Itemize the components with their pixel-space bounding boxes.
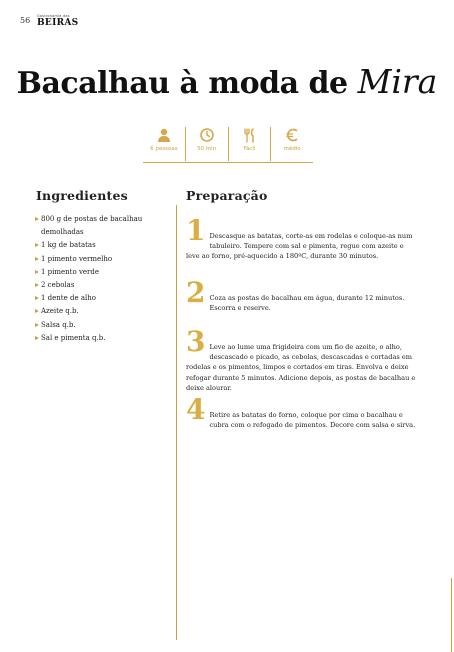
preparation-step bbox=[186, 393, 418, 430]
meta-time-label: 50 min bbox=[197, 146, 217, 152]
meta-time bbox=[186, 127, 229, 161]
meta-servings bbox=[143, 127, 186, 161]
person-icon bbox=[156, 127, 172, 143]
recipe-title-script: Mira bbox=[357, 62, 438, 101]
ingredient-item: Sal e pimenta q.b. bbox=[35, 332, 173, 345]
step-text: Coza as postas de bacalhau em água, durante 12 minutos. Escorra e reserve. bbox=[209, 294, 405, 313]
meta-cost bbox=[271, 127, 313, 161]
preparation-heading: Preparação bbox=[186, 188, 268, 203]
step-number: 1 bbox=[186, 214, 206, 247]
clock-icon bbox=[199, 127, 215, 143]
column-divider bbox=[176, 205, 177, 640]
ingredient-item: Azeite q.b. bbox=[35, 305, 173, 318]
ingredient-item: 1 kg de batatas bbox=[35, 239, 173, 252]
meta-servings-label: 6 pessoas bbox=[150, 146, 178, 152]
cutlery-icon bbox=[241, 127, 257, 143]
ingredient-item: Salsa q.b. bbox=[35, 319, 173, 332]
page-edge-rule bbox=[451, 578, 452, 652]
magazine-logo bbox=[37, 15, 78, 28]
preparation-step bbox=[186, 276, 418, 313]
preparation-step bbox=[186, 325, 418, 393]
step-text: Retire as batatas do forno, coloque por cima o bacalhau e cubra com o refogado de pimentos. Decore com salsa e sirva. bbox=[209, 411, 416, 430]
recipe-meta bbox=[143, 127, 313, 161]
ingredients-list bbox=[35, 213, 173, 345]
step-text: Leve ao lume uma frigideira com um fio de azeite, o alho, descascado e picado, as cebolas, descascadas e cortadas em rodelas e os pimentos, limpos e cortados em tiras. Envolva e deixe refogar durante 5 minutos. Adicione depois, as postas de bacalhau e deixe alourar. bbox=[186, 343, 416, 392]
preparation-step bbox=[186, 214, 418, 262]
ingredient-item: 1 pimento verde bbox=[35, 266, 173, 279]
ingredient-item: 1 pimento vermelho bbox=[35, 253, 173, 266]
step-number: 3 bbox=[186, 325, 206, 358]
ingredients-heading: Ingredientes bbox=[36, 188, 128, 203]
logo-name: BEIRAS bbox=[37, 17, 79, 28]
euro-icon bbox=[284, 127, 300, 143]
step-number: 2 bbox=[186, 276, 206, 309]
ingredient-item: 2 cebolas bbox=[35, 279, 173, 292]
recipe-title-main: Bacalhau à moda de bbox=[16, 66, 348, 101]
ingredient-item: 800 g de postas de bacalhau demolhadas bbox=[35, 213, 173, 239]
meta-cost-label: médio bbox=[283, 146, 301, 152]
step-number: 4 bbox=[186, 393, 206, 426]
recipe-title bbox=[0, 62, 454, 101]
page-number: 56 bbox=[20, 16, 31, 25]
logo-tagline: Gastronomia das bbox=[37, 14, 70, 18]
step-text: Descasque as batatas, corte-as em rodelas e coloque-as num tabuleiro. Tempere com sal e pimenta, regue com azeite e leve ao forno, pré-aquecido a 180ºC, durante 30 minutos. bbox=[186, 232, 413, 261]
meta-difficulty bbox=[229, 127, 272, 161]
ingredient-item: 1 dente de alho bbox=[35, 292, 173, 305]
meta-underline bbox=[143, 162, 313, 163]
meta-difficulty-label: Fácil bbox=[243, 146, 256, 152]
